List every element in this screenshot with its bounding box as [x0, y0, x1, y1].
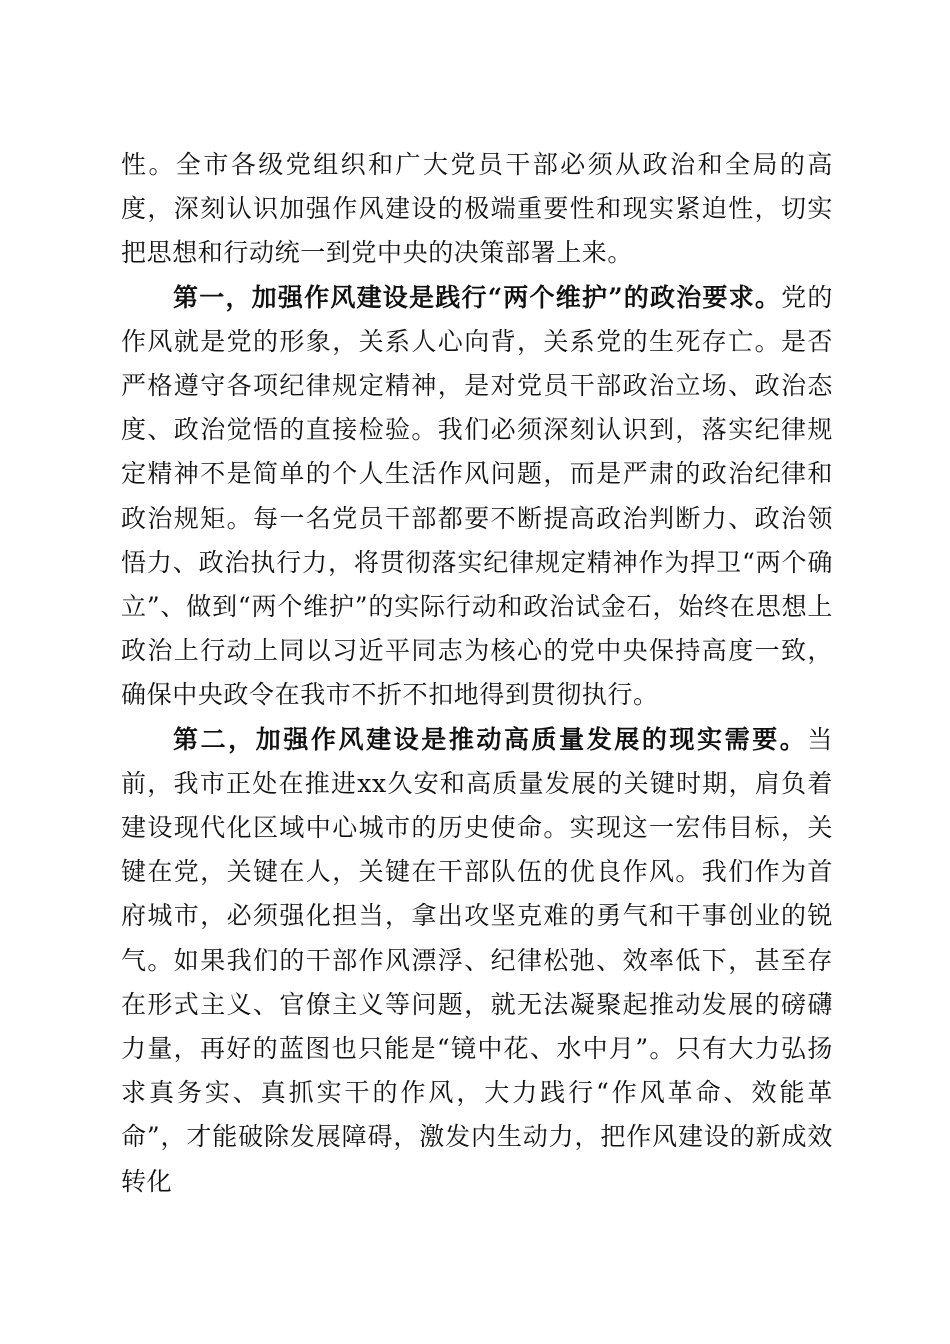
- paragraph-text: 党的作风就是党的形象，关系人心向背，关系党的生死存亡。是否严格遵守各项纪律规定精神，是对党员干部政治立场、政治态度、政治觉悟的直接检验。我们必须深刻认识到，落实纪律规定精神不是简单的个人生活作风问题，而是严肃的政治纪律和政治规矩。每一名党员干部都要不断提高政治判断力、政治领悟力、政治执行力，将贯彻落实纪律规定精神作为捍卫“两个确立”、做到“两个维护”的实际行动和政治试金石，始终在思想上政治上行动上同以习近平同志为核心的党中央保持高度一致，确保中央政令在我市不折不扣地得到贯彻执行。: [121, 282, 833, 710]
- paragraph-text: 当前，我市正处在推进xx久安和高质量发展的关键时期，肩负着建设现代化区域中心城市的历史使命。实现这一宏伟目标，关键在党，关键在人，关键在干部队伍的优良作风。我们作为首府城市，必须强化担当，拿出攻坚克难的勇气和干事创业的锐气。如果我们的干部作风漂浮、纪律松弛、效率低下，甚至存在形式主义、官僚主义等问题，就无法凝聚起推动发展的磅礴力量，再好的蓝图也只能是“镜中花、水中月”。只有大力弘扬求真务实、真抓实干的作风，大力践行“作风革命、效能革命”，才能破除发展障碍，激发内生动力，把作风建设的新成效转化: [121, 724, 833, 1196]
- paragraph-continuation: [121, 143, 833, 276]
- paragraph-second-point: [121, 718, 833, 1204]
- paragraph-first-point: [121, 276, 833, 718]
- document-body: [121, 143, 833, 1204]
- paragraph-lead: 第二，加强作风建设是推动高质量发展的现实需要。: [173, 724, 808, 754]
- paragraph-text: 性。全市各级党组织和广大党员干部必须从政治和全局的高度，深刻认识加强作风建设的极端重要性和现实紧迫性，切实把思想和行动统一到党中央的决策部署上来。: [121, 150, 833, 268]
- paragraph-lead: 第一，加强作风建设是践行“两个维护”的政治要求。: [173, 282, 782, 312]
